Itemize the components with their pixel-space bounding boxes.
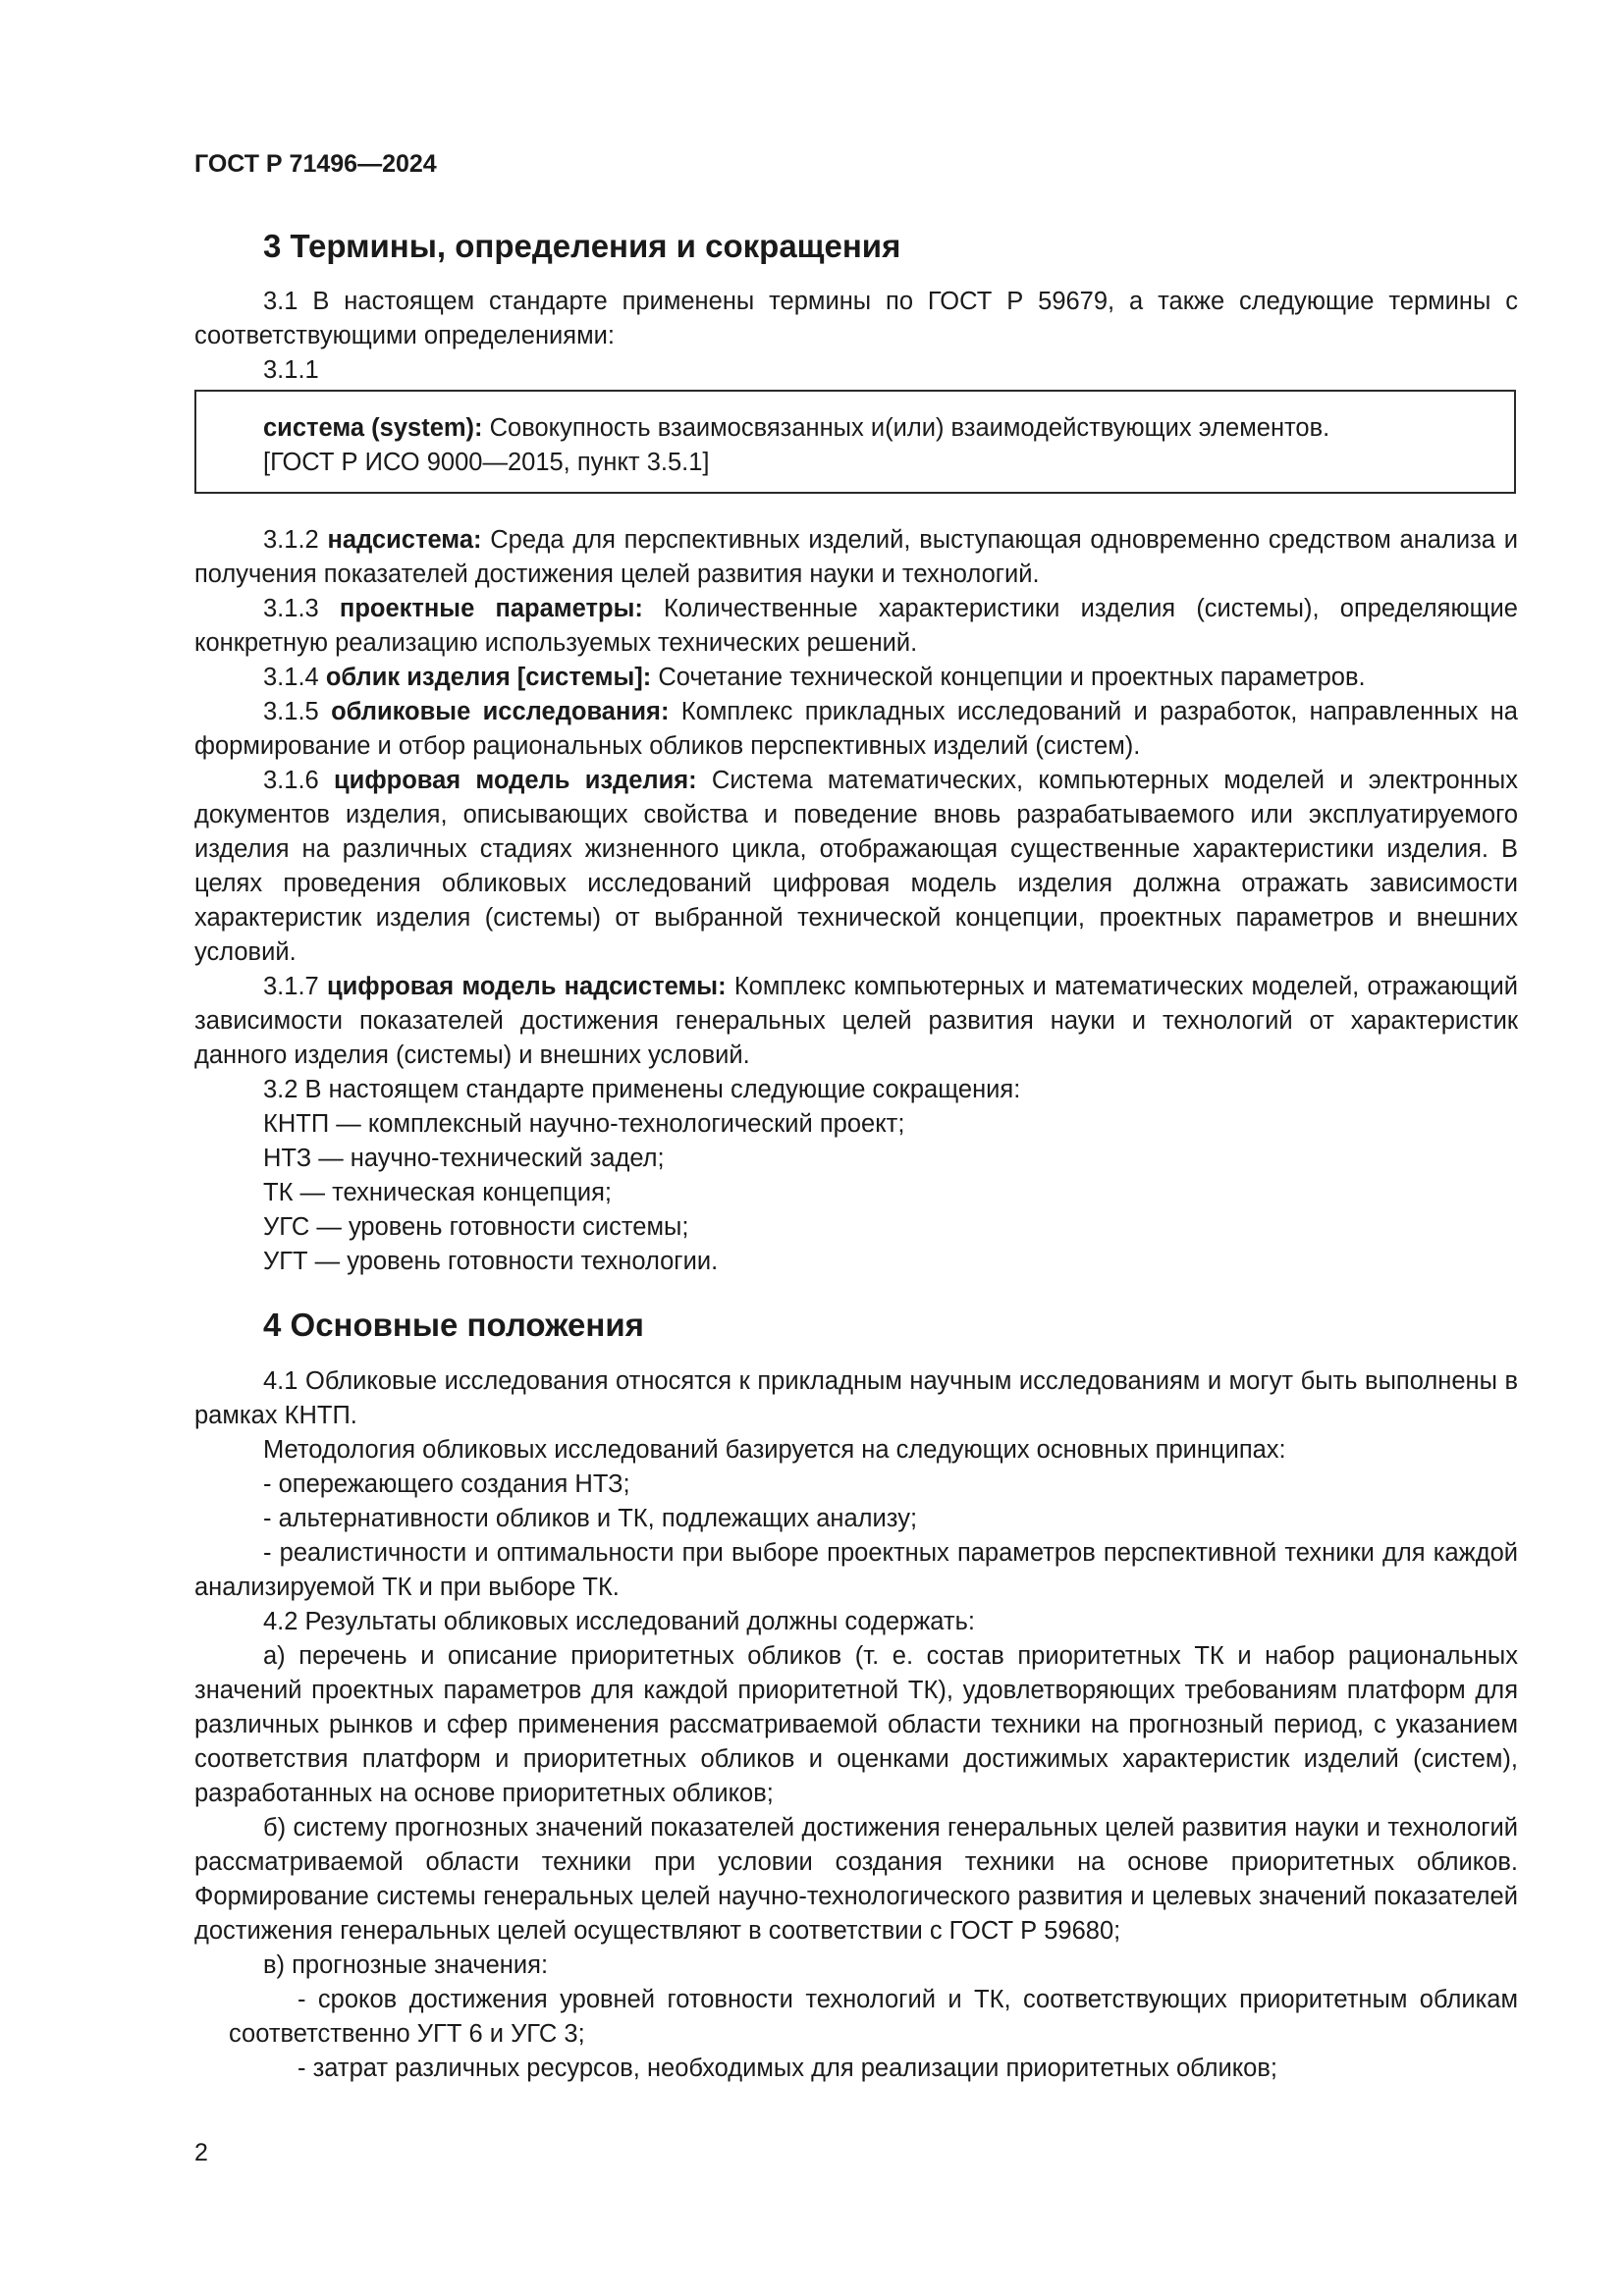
term-number: 3.1.3 (263, 595, 340, 622)
list-item-b: б) систему прогнозных значений показателей достижения генеральных целей развития науки и технологий рассматриваемой области техники при условии создания техники на основе приоритетных обликов. Формирование системы генеральных целей научно-технологического развития и целевых значений показателей достижения генеральных целей осуществляют в соответствии с ГОСТ Р 59680; (194, 1814, 1518, 1945)
term-number: 3.1.4 (263, 664, 326, 691)
term-3-1-5 (194, 695, 1518, 764)
term-definition-system (263, 411, 1494, 446)
term-number: 3.1.2 (263, 526, 328, 554)
term-name: цифровая модель надсистемы: (326, 973, 727, 1000)
section-3-intro (194, 285, 1518, 388)
principle-item: - альтернативности обликов и ТК, подлежащих анализу; (263, 1505, 918, 1532)
section-3-terms (194, 523, 1518, 1279)
list-item-v: в) прогнозные значения: (263, 1951, 549, 1979)
section-4-title: 4 Основные положения (263, 1307, 644, 1343)
paragraph-4-1-methodology: Методология обликовых исследований базируется на следующих основных принципах: (263, 1436, 1286, 1464)
paragraph-3-2: 3.2 В настоящем стандарте применены следующие сокращения: (263, 1076, 1021, 1103)
definition-system: Совокупность взаимосвязанных и(или) взаимодействующих элементов. (482, 414, 1330, 442)
term-number: 3.1.5 (263, 698, 332, 725)
term-number: 3.1.6 (263, 767, 334, 794)
term-name: проектные параметры: (339, 595, 643, 622)
section-4-body (194, 1364, 1518, 2086)
abbreviation-item: НТЗ — научно-технический задел; (263, 1145, 665, 1172)
term-definition: Комплекс компьютерных и математических моделей, отражающий зависимости показателей достижения генеральных целей развития науки и технологий от характеристик данного изделия (системы) и внешних условий. (194, 973, 1518, 1069)
principle-item: - реалистичности и оптимальности при выборе проектных параметров перспективной техники для каждой анализируемой ТК и при выборе ТК. (194, 1539, 1518, 1601)
term-definition: Сочетание технической концепции и проектных параметров. (651, 664, 1366, 691)
term-3-1-4 (194, 661, 1518, 695)
term-number: 3.1.7 (263, 973, 327, 1000)
list-item-a: а) перечень и описание приоритетных обликов (т. е. состав приоритетных ТК и набор рациональных значений проектных параметров для каждой приоритетной ТК), удовлетворяющих требованиям платформ для различных рынков и сфер применения рассматриваемой области техники на прогнозный период, с указанием соответствия платформ и приоритетных обликов и оценками достижимых характеристик изделий (систем), разработанных на основе приоритетных обликов; (194, 1642, 1518, 1807)
abbreviation-item: ТК — техническая концепция; (263, 1179, 612, 1206)
term-3-1-3 (194, 592, 1518, 661)
term-definition: Среда для перспективных изделий, выступающая одновременно средством анализа и получения показателей достижения целей развития науки и технологий. (194, 526, 1518, 588)
document-code: ГОСТ Р 71496—2024 (194, 150, 437, 178)
term-3-1-7 (194, 970, 1518, 1073)
term-name: обликовые исследования: (331, 698, 670, 725)
term-name: надсистема: (327, 526, 482, 554)
term-name: цифровая модель изделия: (333, 767, 697, 794)
term-definition: Количественные характеристики изделия (системы), определяющие конкретную реализацию используемых технических решений. (194, 595, 1518, 657)
term-3-1-6 (194, 764, 1518, 970)
forecast-item: - сроков достижения уровней готовности технологий и ТК, соответствующих приоритетным обликам соответственно УГТ 6 и УГС 3; (229, 1986, 1518, 2048)
abbreviation-item: КНТП — комплексный научно-технологический проект; (263, 1110, 905, 1138)
paragraph-4-2: 4.2 Результаты обликовых исследований должны содержать: (263, 1608, 975, 1635)
term-definition: Система математических, компьютерных моделей и электронных документов изделия, описывающих свойства и поведение вновь разрабатываемого или эксплуатируемого изделия на различных стадиях жизненного цикла, отображающая существенные характеристики изделия. В целях проведения обликовых исследований цифровая модель изделия должна отражать зависимости характеристик изделия (системы) от выбранной технической концепции, проектных параметров и внешних условий. (194, 767, 1518, 966)
abbreviation-item: УГТ — уровень готовности технологии. (263, 1248, 719, 1275)
term-definition-box (194, 390, 1516, 494)
term-source-reference: [ГОСТ Р ИСО 9000—2015, пункт 3.5.1] (263, 449, 710, 476)
section-3-title: 3 Термины, определения и сокращения (263, 228, 901, 264)
term-3-1-2 (194, 523, 1518, 592)
term-name: облик изделия [системы]: (325, 664, 652, 691)
forecast-item: - затрат различных ресурсов, необходимых для реализации приоритетных обликов; (298, 2055, 1277, 2082)
term-system: система (system): (263, 414, 483, 442)
paragraph-4-1: 4.1 Обликовые исследования относятся к прикладным научным исследованиям и могут быть выполнены в рамках КНТП. (194, 1367, 1518, 1429)
page-number: 2 (194, 2139, 208, 2166)
principle-item: - опережающего создания НТЗ; (263, 1470, 630, 1498)
paragraph-3-1-1-number: 3.1.1 (263, 356, 319, 384)
abbreviation-item: УГС — уровень готовности системы; (263, 1213, 689, 1241)
paragraph-3-1: 3.1 В настоящем стандарте применены термины по ГОСТ Р 59679, а также следующие термины с соответствующими определениями: (194, 288, 1518, 349)
term-definition: Комплекс прикладных исследований и разработок, направленных на формирование и отбор рациональных обликов перспективных изделий (систем). (194, 698, 1518, 760)
